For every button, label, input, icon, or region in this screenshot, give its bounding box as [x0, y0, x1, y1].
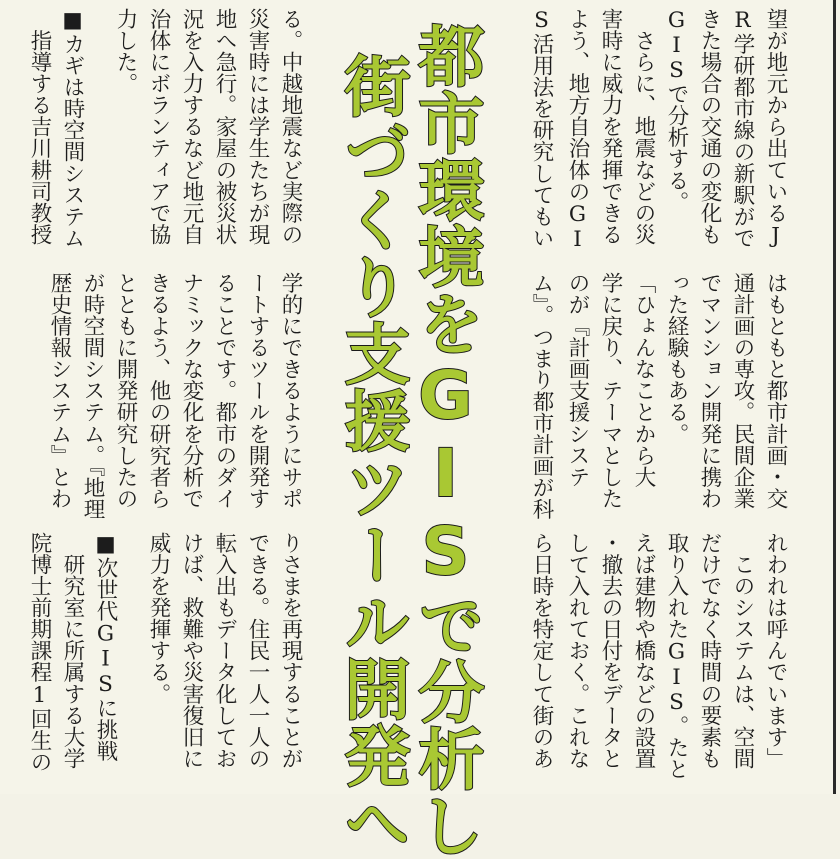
text-column: 取り入れたGIS。たと	[664, 532, 689, 780]
text-column: きるよう、他の研究者ら	[146, 272, 171, 510]
section-heading: ■次世代GISに挑戦	[93, 532, 118, 762]
text-column: ることです。都市のダイ	[212, 272, 237, 510]
text-column: きた場合の交通の変化も	[697, 8, 722, 246]
text-column: ートするツールを開発す	[245, 272, 270, 510]
text-column: 治体にボランティアで協	[146, 8, 171, 246]
text-column: 学的にできるようにサポ	[278, 272, 303, 510]
text-column: GISで分析する。	[664, 8, 689, 213]
text-column: った経験もある。	[664, 272, 689, 445]
text-column: 災害時には学生たちが現	[245, 8, 270, 246]
text-column: れわれは呼んでいます」	[763, 532, 788, 770]
text-column: S活用法を研究してもい	[529, 8, 554, 249]
text-column: 転入出もデータ化してお	[212, 532, 237, 770]
headline-line-1: 都市環境をGISで分析し	[407, 22, 484, 859]
section-heading: ■カギは時空間システム	[60, 8, 85, 249]
text-column: ナミックな変化を分析で	[179, 272, 204, 510]
headline-line-2: 街づくり支援ツール開発へ	[333, 52, 410, 856]
text-column: りさまを再現することが	[278, 532, 303, 770]
text-column: でマンション開発に携わ	[697, 272, 722, 510]
text-column: 力した。	[113, 8, 138, 95]
text-column: さらに、地震などの災	[631, 8, 656, 246]
text-column: よう、地方自治体のGI	[565, 8, 590, 253]
text-column: このシステムは、空間	[730, 532, 755, 770]
text-column: 望が地元から出ているJ	[763, 8, 788, 249]
text-column: けば、救難や災害復旧に	[179, 532, 204, 770]
text-column: はもともと都市計画・交	[763, 272, 788, 510]
text-column: 学に戻り、テーマとした	[598, 272, 623, 510]
text-column: る。中越地震など実際の	[278, 8, 303, 246]
text-column: R学研都市線の新駅がで	[730, 8, 755, 249]
text-column: 院博士前期課程1回生の	[27, 532, 52, 773]
text-column: 況を入力するなど地元自	[179, 8, 204, 246]
text-column: が時空間システム。『地理	[80, 272, 105, 520]
text-column: 威力を発揮する。	[146, 532, 171, 705]
text-column: して入れておく。これな	[565, 532, 590, 770]
text-column: だけでなく時間の要素も	[697, 532, 722, 770]
text-column: できる。住民一人一人の	[245, 532, 270, 770]
text-column: 歴史情報システム』とわ	[47, 272, 72, 510]
text-column: 通計画の専攻。民間企業	[730, 272, 755, 510]
text-column: えば建物や橋などの設置	[631, 532, 656, 770]
text-column: 指導する吉川耕司教授	[27, 8, 52, 246]
text-column: 害時に威力を発揮できる	[598, 8, 623, 246]
text-column: ム』。つまり都市計画が科	[529, 272, 554, 520]
text-column: 研究室に所属する大学	[60, 532, 85, 770]
text-column: とともに開発研究したの	[113, 272, 138, 510]
text-column: ら日時を特定して街のあ	[529, 532, 554, 770]
page-edge-border	[833, 0, 836, 794]
text-column: 「ひょんなことから大	[631, 272, 656, 488]
text-column: のが『計画支援システ	[565, 272, 590, 488]
text-column: 地へ急行。家屋の被災状	[212, 8, 237, 246]
text-column: ・撤去の日付をデータと	[598, 532, 623, 770]
